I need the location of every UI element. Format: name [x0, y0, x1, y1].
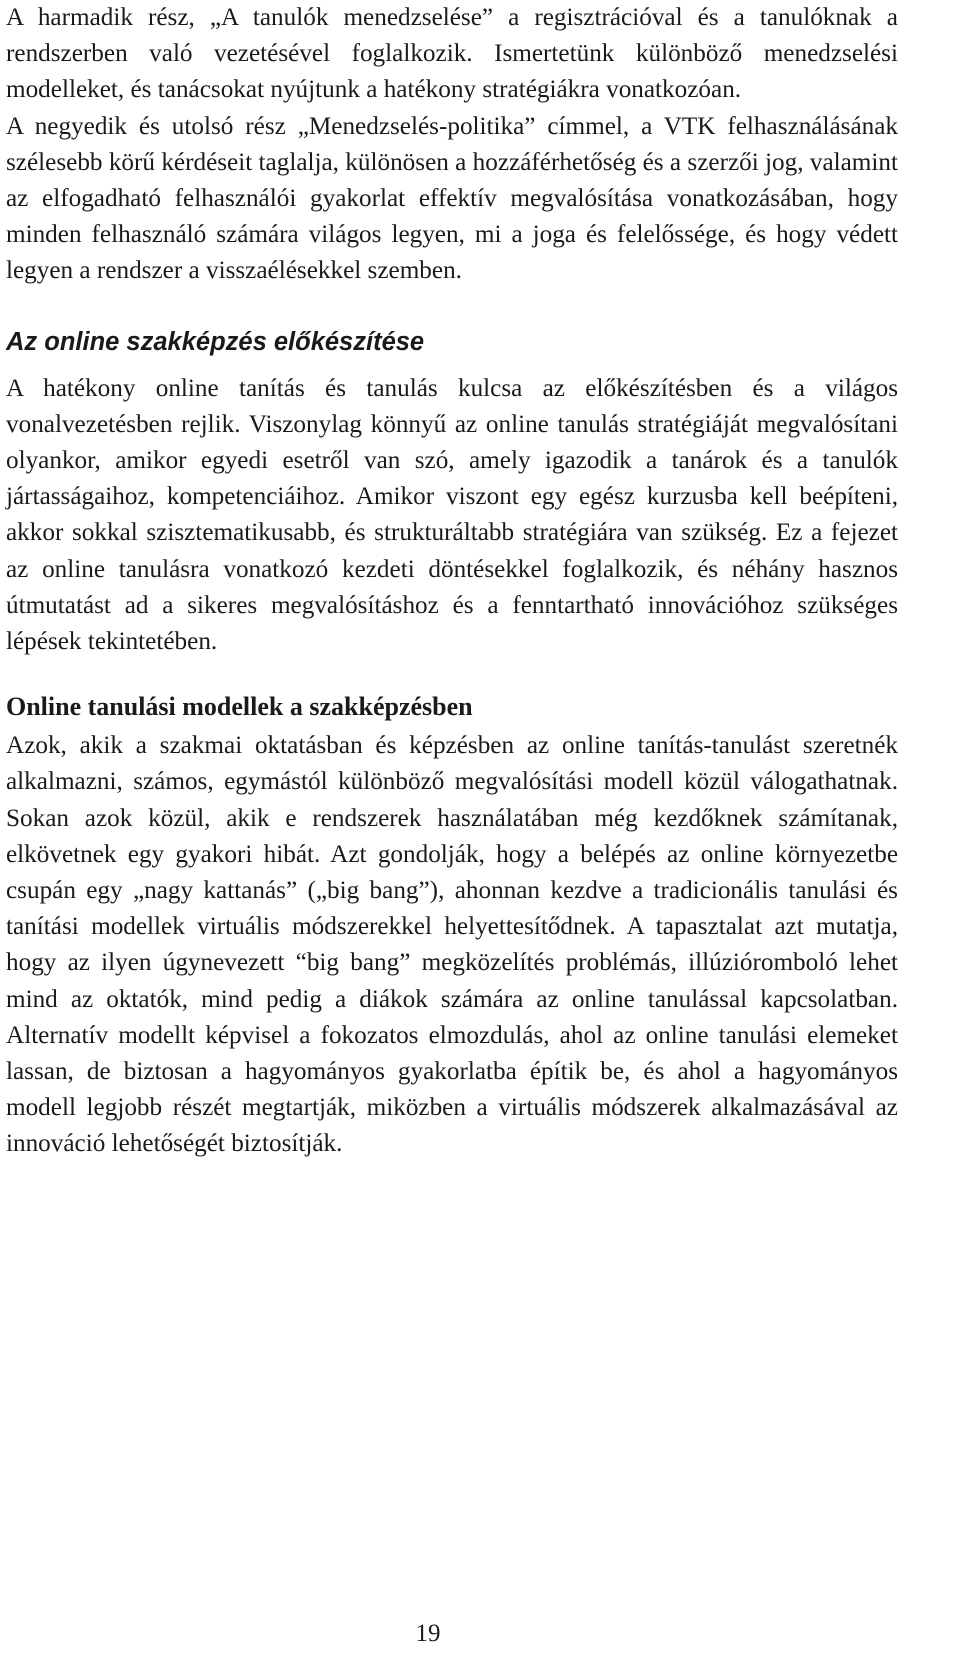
section-body-models: Azok, akik a szakmai oktatásban és képzésben az online tanítás-tanulást szeretnék alkalmazni, számos, egymástól különböző megvalósítási modell közül válogathatnak. Sokan azok közül, akik e rendszerek használatában még kezdőknek számítanak, elkövetnek egy gyakori hibát. Azt gondolják, hogy a belépés az online környezetbe csupán egy „nagy kattanás” („big bang”), ahonnan kezdve a tradicionális tanulási és tanítási modellek virtuális módszerekkel helyettesítődnek. A tapasztalat azt mutatja, hogy az ilyen úgynevezett “big bang” megközelítés problémás, illúzióromboló lehet mind az oktatók, mind pedig a diákok számára az online tanulással kapcsolatban. Alternatív modellt képvisel a fokozatos elmozdulás, ahol az online tanulási elemeket lassan, de biztosan a hagyományos gyakorlatba építik be, és ahol a hagyományos modell legjobb részét megtartják, miközben a virtuális módszerek alkalmazásával az innováció lehetőségét biztosítják. — [6, 732, 898, 1158]
section-heading-models: Online tanulási modellek a szakképzésben — [6, 692, 473, 722]
paragraph-part4: A negyedik és utolsó rész „Menedzselés-politika” címmel, a VTK felhasználásának szélesebb körű kérdéseit taglalja, különösen a hozzáférhetőség és a szerzői jog, valamint az elfogadható felhasználói gyakorlat effektív megvalósítása vonatkozásában, hogy minden felhasználó számára világos legyen, mi a joga és felelőssége, és hogy védett legyen a rendszer a visszaélésekkel szemben. — [6, 112, 898, 285]
page-number: 19 — [415, 1620, 441, 1647]
section-heading-preparation: Az online szakképzés előkészítése — [6, 327, 425, 356]
paragraph-part3: A harmadik rész, „A tanulók menedzselése” a regisztrációval és a tanulóknak a rendszerben való vezetésével foglalkozik. Ismertetünk különböző menedzselési modelleket, és tanácsokat nyújtunk a hatékony stratégiákra vonatkozóan. — [6, 4, 898, 104]
section-body-preparation: A hatékony online tanítás és tanulás kulcsa az előkészítésben és a világos vonalvezetésben rejlik. Viszonylag könnyű az online tanulás stratégiáját megvalósítani olyankor, amikor egyedi esetről van szó, amely igazodik a tanárok és a tanulók jártasságaihoz, kompetenciáihoz. Amikor viszont egy egész kurzusba kell beépíteni, akkor sokkal szisztematikusabb, és strukturáltabb stratégiára van szükség. Ez a fejezet az online tanulásra vonatkozó kezdeti döntésekkel foglalkozik, és néhány hasznos útmutatást ad a sikeres megvalósításhoz és a fenntartható innovációhoz szükséges lépések tekintetében. — [6, 374, 898, 656]
document-page — [6, 0, 898, 1163]
